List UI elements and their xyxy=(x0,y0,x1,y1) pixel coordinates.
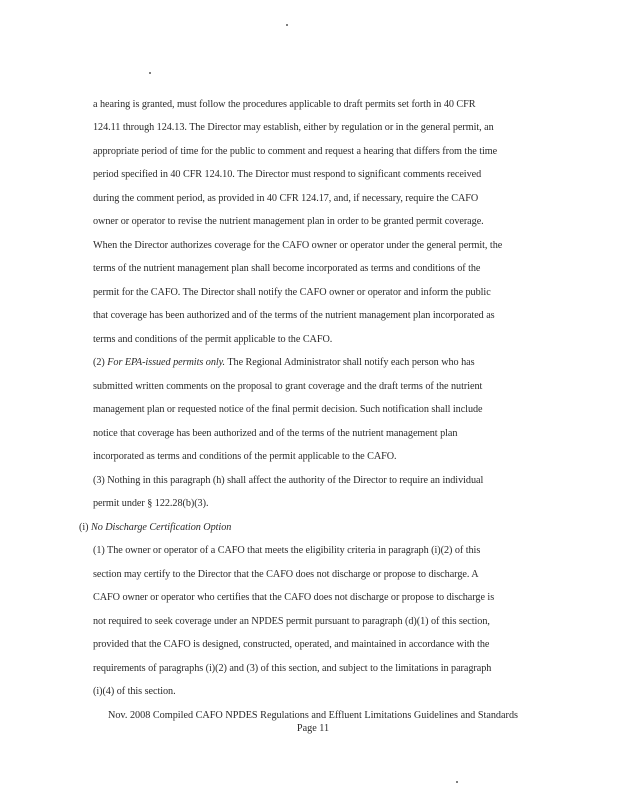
section-title: No Discharge Certification Option xyxy=(90,522,232,533)
body-line: during the comment period, as provided in 40 CFR 124.17, and, if necessary, require the CAFO xyxy=(93,193,479,204)
paragraph-2-text: The Regional Administrator shall notify each person who has xyxy=(225,357,475,368)
body-line: management plan or requested notice of the final permit decision. Such notification shall include xyxy=(93,404,483,415)
body-line: provided that the CAFO is designed, constructed, operated, and maintained in accordance with the xyxy=(93,639,490,650)
body-line: appropriate period of time for the public to comment and request a hearing that differs from the time xyxy=(93,146,498,157)
body-line: permit under § 122.28(b)(3). xyxy=(93,498,209,509)
body-line: terms of the nutrient management plan shall become incorporated as terms and conditions of the xyxy=(93,263,481,274)
body-line: section may certify to the Director that the CAFO does not discharge or propose to discharge. A xyxy=(93,569,479,580)
body-line: incorporated as terms and conditions of the permit applicable to the CAFO. xyxy=(93,451,397,462)
footer-title: Nov. 2008 Compiled CAFO NPDES Regulations and Effluent Limitations Guidelines and Standards xyxy=(107,710,519,721)
body-line: notice that coverage has been authorized and of the terms of the nutrient management plan xyxy=(93,428,458,439)
body-line: that coverage has been authorized and of the terms of the nutrient management plan incorporated as xyxy=(93,310,495,321)
body-line: submitted written comments on the proposal to grant coverage and the draft terms of the nutrient xyxy=(93,381,483,392)
section-label: (i) xyxy=(79,522,91,533)
body-line: period specified in 40 CFR 124.10. The Director must respond to significant comments received xyxy=(93,169,482,180)
body-line: (1) The owner or operator of a CAFO that meets the eligibility criteria in paragraph (i)(2) of this xyxy=(93,545,481,556)
body-line: not required to seek coverage under an NPDES permit pursuant to paragraph (d)(1) of this section, xyxy=(93,616,490,627)
paragraph-2-heading: For EPA-issued permits only. xyxy=(107,357,226,368)
body-line: (3) Nothing in this paragraph (h) shall affect the authority of the Director to require an individual xyxy=(93,475,484,486)
body-line: requirements of paragraphs (i)(2) and (3) of this section, and subject to the limitations in paragraph xyxy=(93,663,492,674)
body-line: When the Director authorizes coverage for the CAFO owner or operator under the general permit, the xyxy=(93,240,503,251)
body-line: (i)(4) of this section. xyxy=(93,686,176,697)
paragraph-2-first-line xyxy=(93,356,475,370)
page-number: Page 11 xyxy=(296,723,330,734)
body-line: owner or operator to revise the nutrient management plan in order to be granted permit coverage. xyxy=(93,216,484,227)
scan-speck xyxy=(286,24,288,26)
body-line: terms and conditions of the permit applicable to the CAFO. xyxy=(93,334,333,345)
paragraph-2-label: (2) xyxy=(93,357,108,368)
body-line: permit for the CAFO. The Director shall notify the CAFO owner or operator and inform the public xyxy=(93,287,491,298)
section-heading xyxy=(79,521,231,535)
scan-speck xyxy=(456,781,458,783)
body-line: a hearing is granted, must follow the procedures applicable to draft permits set forth in 40 CFR xyxy=(93,99,476,110)
body-line: 124.11 through 124.13. The Director may establish, either by regulation or in the general permit, an xyxy=(93,122,494,133)
body-line: CAFO owner or operator who certifies that the CAFO does not discharge or propose to discharge is xyxy=(93,592,495,603)
scan-speck xyxy=(149,72,151,74)
